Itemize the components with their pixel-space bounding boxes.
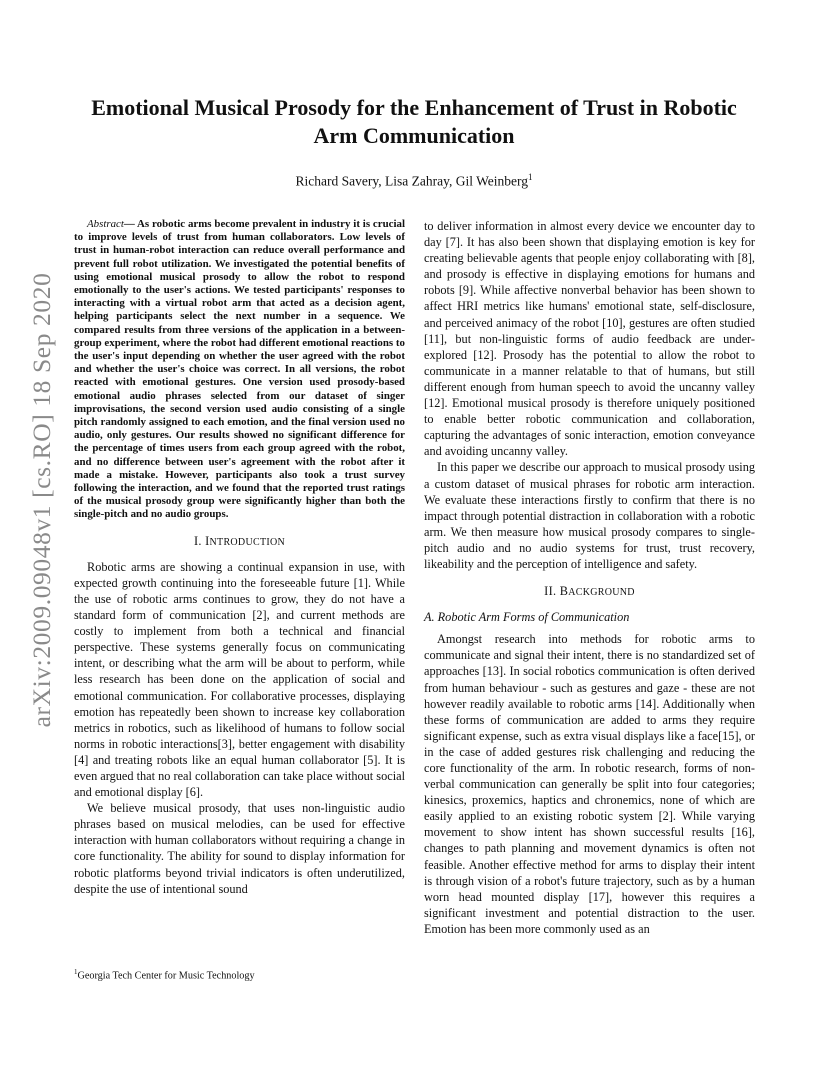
paper-title: Emotional Musical Prosody for the Enhancement of Trust in Robotic Arm Communication [91, 95, 737, 148]
intro-paragraph-3: to deliver information in almost every device we encounter day to day [7]. It has also been shown that displaying emotion is key for creating believable agents that people enjoy collaborating with [8], and prosody is effective in displaying emotions for humans and robots [9]. While affective nonverbal behavior has been shown to affect HRI metrics like humans' emotional state, self-disclosure, and perceived animacy of the robot [10], gestures are often studied [11], but non-linguistic forms of audio feedback are under-explored [12]. Prosody has the potential to allow the robot to communicate in a manner relatable to that of humans, but still different enough from human speech to avoid the uncanny valley [12]. Emotional musical prosody is therefore uniquely positioned to enable better robotic communication and collaboration, capturing the advantages of sonic interaction, emotion conveyance and avoiding uncanny valley. [424, 219, 755, 459]
arxiv-stamp-text: arXiv:2009.09048v1 [cs.RO] 18 Sep 2020 [27, 272, 56, 728]
author-affiliation-mark: 1 [527, 172, 533, 182]
right-column [424, 218, 755, 937]
intro-paragraph-1: Robotic arms are showing a continual expansion in use, with expected growth continuing into the foreseeable future [1]. While the use of robotic arms continues to grow, they do not have a standard form of communication [2], and current methods are costly to implement from both a technical and financial perspective. These systems generally focus on communicating intent, or describing what the arm will be about to perform, while less research has been done on the application of social and emotional communication. For collaborative processes, displaying emotion has repeatedly been shown to increase key collaboration metrics in robotics, such as likelihood of humans to follow social norms in robotic interactions[3], better engagement with disability [4] and treating robots like an equal human collaborator [5]. It is even argued that no real collaboration can take place without social and emotional display [6]. [74, 559, 405, 800]
section-heading-background: II. BACKGROUND [544, 584, 635, 599]
intro-paragraph-4: In this paper we describe our approach to musical prosody using a custom dataset of musical phrases for robotic arm interaction. We evaluate these interactions firstly to confirm that there is no impact through potential distraction in collaboration with a robotic arm. We then measure how musical prosody compares to single-pitch audio and no audio systems for trust, trust recovery, likeability and the perception of intelligence and safety. [424, 460, 755, 571]
intro-paragraph-2: We believe musical prosody, that uses non-linguistic audio phrases based on musical melodies, can be used for effective interaction with human collaborators without requiring a change in core functionality. The ability for sound to display information for robotic platforms beyond trivial indicators is often underutilized, despite the use of intentional sound [74, 801, 405, 896]
background-paragraph-1: Amongst research into methods for robotic arms to communicate and signal their intent, there is no standardized set of approaches [13]. In social robotics communication is often derived from human behaviour - such as gestures and gaze - these are not however readily available to robotic arms [14]. Additionally when these forms of communication are added to arms they require significant expense, such as extra visual displays like a face[15], or in the case of added gestures risk challenging and reducing the core functionality of the arm. In robotic research, forms of non-verbal communication can generally be split into four categories; kinesics, proxemics, haptics and chronemics, none of which are easily applied to an existing robotic system [2]. While varying movement to show intent has shown successful results [16], changes to path planning and movement dynamics is often not feasible. Another effective method for arms to display their intent is through vision of a robot's future trajectory, such as by a human worn head mounted display [17], however this requires a significant investment and potential distraction to the user. Emotion has been more commonly used as an [424, 632, 755, 936]
abstract-body: — As robotic arms become prevalent in industry it is crucial to improve levels of trust from human collaborators. Low levels of trust in human-robot interaction can reduce overall performance and prevent full robot utilization. We investigated the potential benefits of using emotional musical prosody to allow the robot to respond emotionally to the user's actions. We tested participants' responses to interacting with a virtual robot arm that acted as a decision agent, helping participants select the next number in a sequence. We compared results from three versions of the application in a between-group experiment, where the robot had different emotional reactions to the user's input depending on whether the user agreed with the robot and whether the user's choice was correct. In all versions, the robot reacted with emotional gestures. One version used prosody-based emotional audio phrases selected from our dataset of singer improvisations, the second version used audio consisting of a single pitch randomly assigned to each emotion, and the final version used no audio, only gestures. Our results showed no significant difference for the percentage of times users from each group agreed with the robot, and no difference between user's agreement with the robot after it made a mistake. However, participants also took a trust survey following the interaction, and we found that the reported trust ratings of the musical prosody group were significantly higher than both the single-pitch and no audio groups. [74, 218, 405, 521]
abstract [74, 218, 405, 522]
footnote-mark: 1 [74, 968, 78, 976]
abstract-lead: Abstract [87, 218, 124, 230]
author-names: Richard Savery, Lisa Zahray, Gil Weinberg [295, 173, 528, 189]
footnote [74, 968, 405, 981]
arxiv-side-stamp [22, 272, 62, 728]
section-heading-introduction: I. INTRODUCTION [193, 533, 286, 548]
footnote-text: Georgia Tech Center for Music Technology [77, 970, 255, 982]
left-column [74, 218, 405, 897]
subsection-heading-robotic-arm-communication: A. Robotic Arm Forms of Communication [424, 610, 630, 625]
author-line [70, 172, 758, 190]
